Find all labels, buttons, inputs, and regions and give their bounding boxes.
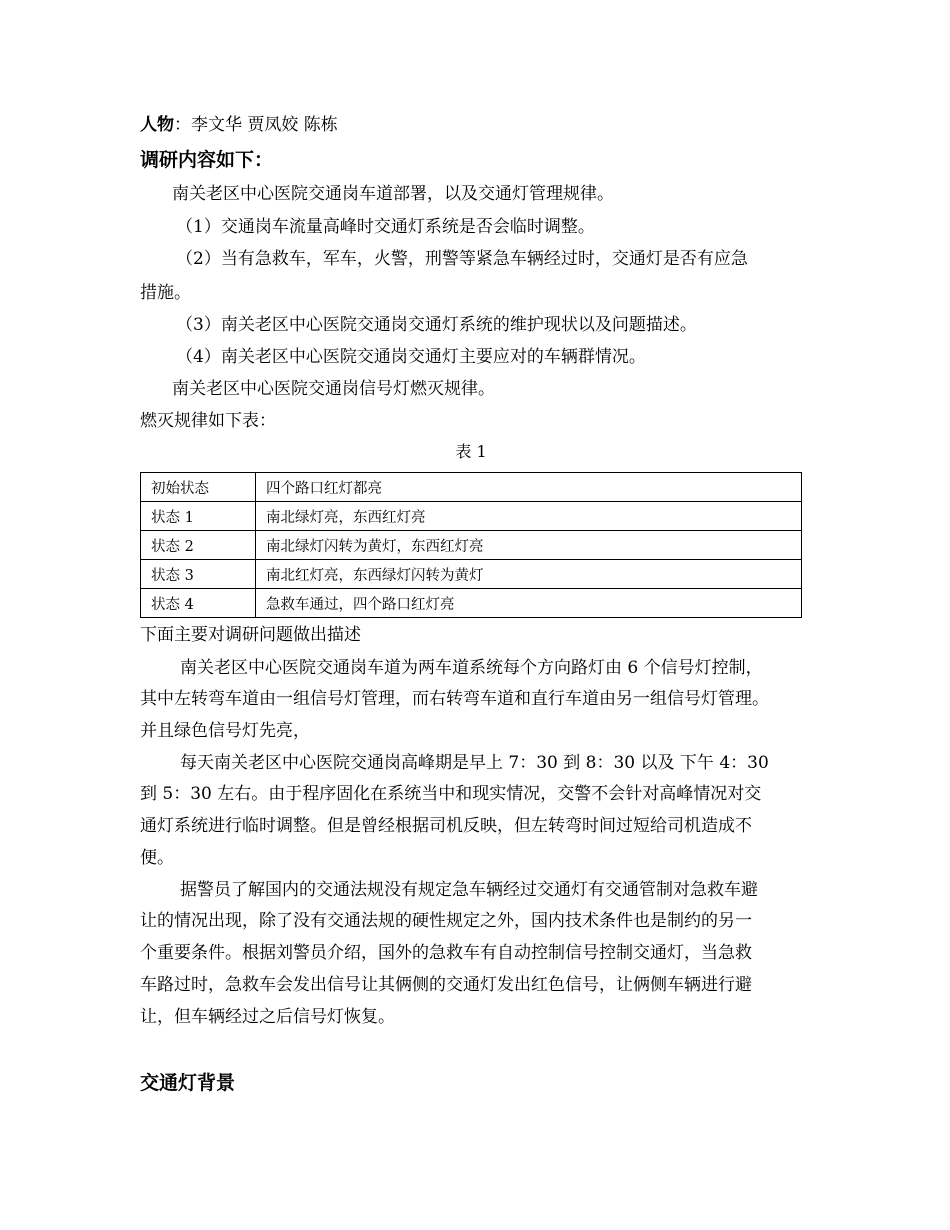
state-cell: 状态 3: [141, 560, 256, 589]
people-names: 李文华 贾凤姣 陈栋: [191, 115, 338, 135]
desc-cell: 南北绿灯亮，东西红灯亮: [256, 502, 802, 531]
table-row: [141, 589, 802, 618]
survey-item-4: （4）南关老区中心医院交通岗交通灯主要应对的车辆群情况。: [176, 347, 646, 367]
table-row: [141, 473, 802, 502]
para3-line: 让，但车辆经过之后信号灯恢复。: [140, 1007, 395, 1027]
para3-line: 据警员了解国内的交通法规没有规定急车辆经过交通灯有交通管制对急救车避: [180, 880, 758, 900]
para2-line: 每天南关老区中心医院交通岗高峰期是早上 7：30 到 8：30 以及 下午 4：30: [180, 753, 769, 773]
survey-item-3: （3）南关老区中心医院交通岗交通灯系统的维护现状以及问题描述。: [176, 315, 697, 335]
para1-line: 南关老区中心医院交通岗车道为两车道系统每个方向路灯由 6 个信号灯控制，: [180, 658, 763, 678]
state-cell: 状态 4: [141, 589, 256, 618]
table-row: [141, 560, 802, 589]
survey-heading: 调研内容如下：: [140, 149, 274, 171]
state-cell: 状态 2: [141, 531, 256, 560]
after-table-line: 下面主要对调研问题做出描述: [140, 625, 361, 645]
survey-item-2: （2）当有急救车，军车，火警，刑警等紧急车辆经过时，交通灯是否有应急: [176, 249, 748, 269]
table-intro: 燃灭规律如下表：: [140, 411, 276, 431]
para2-line: 到 5：30 左右。由于程序固化在系统当中和现实情况，交警不会针对高峰情况对交: [140, 784, 762, 804]
people-label: 人物: [140, 115, 174, 135]
para1-line: 其中左转弯车道由一组信号灯管理，而右转弯车道和直行车道由另一组信号灯管理。: [140, 689, 769, 709]
signal-rule-line: 南关老区中心医院交通岗信号灯燃灭规律。: [172, 379, 495, 399]
section-heading: 交通灯背景: [140, 1072, 236, 1094]
para3-line: 让的情况出现，除了没有交通法规的硬性规定之外，国内技术条件也是制约的另一: [140, 911, 752, 931]
survey-intro: 南关老区中心医院交通岗车道部署，以及交通灯管理规律。: [172, 184, 614, 204]
people-line: [140, 115, 338, 135]
desc-cell: 南北红灯亮，东西绿灯闪转为黄灯: [256, 560, 802, 589]
desc-cell: 四个路口红灯都亮: [256, 473, 802, 502]
table-row: [141, 531, 802, 560]
state-cell: 状态 1: [141, 502, 256, 531]
state-table: [140, 472, 802, 618]
table-caption: 表 1: [455, 442, 487, 461]
para1-line: 并且绿色信号灯先亮，: [140, 721, 310, 741]
people-separator: ：: [174, 115, 191, 135]
state-cell: 初始状态: [141, 473, 256, 502]
para3-line: 个重要条件。根据刘警员介绍，国外的急救车有自动控制信号控制交通灯，当急救: [140, 943, 752, 963]
para3-line: 车路过时，急救车会发出信号让其俩侧的交通灯发出红色信号，让俩侧车辆进行避: [140, 975, 752, 995]
desc-cell: 急救车通过，四个路口红灯亮: [256, 589, 802, 618]
desc-cell: 南北绿灯闪转为黄灯，东西红灯亮: [256, 531, 802, 560]
para2-line: 便。: [140, 848, 174, 868]
survey-item-1: （1）交通岗车流量高峰时交通灯系统是否会临时调整。: [176, 217, 595, 237]
para2-line: 通灯系统进行临时调整。但是曾经根据司机反映，但左转弯时间过短给司机造成不: [140, 816, 752, 836]
survey-item-2-cont: 措施。: [140, 283, 191, 303]
table-row: [141, 502, 802, 531]
